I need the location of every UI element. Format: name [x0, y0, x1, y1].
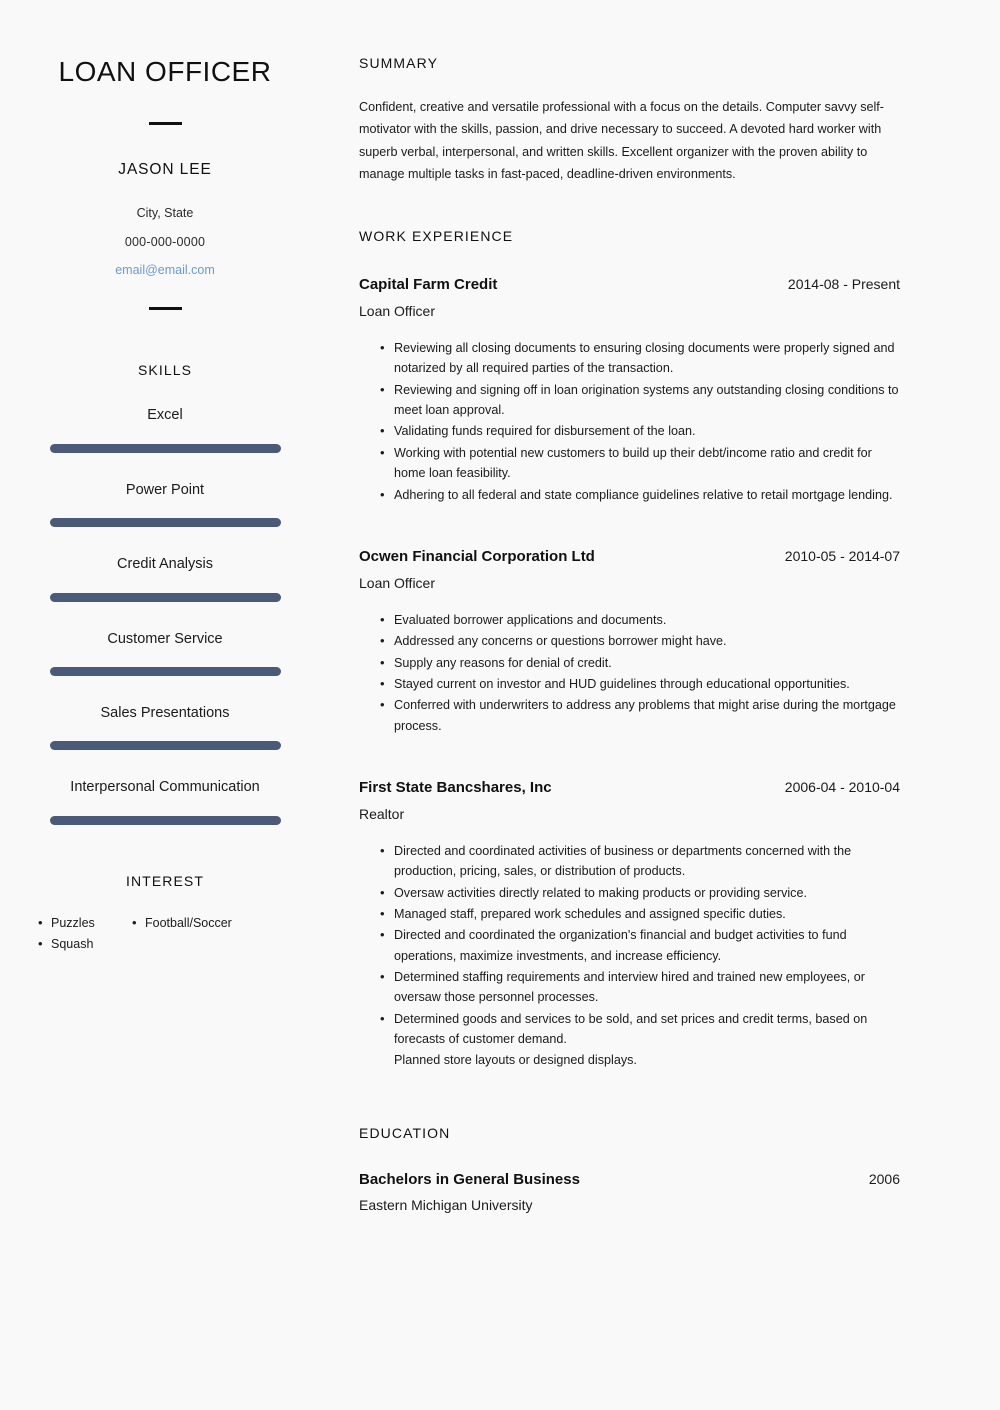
skill-label: Interpersonal Communication — [70, 779, 260, 796]
list-item: • Reviewing all closing documents to ensuring closing documents were properly signed and notarized by all required parties of the transaction. — [380, 338, 900, 379]
list-item-text: Determined goods and services to be sold, and set prices and credit terms, based on forecasts of customer demand. — [394, 1011, 868, 1047]
skill-bar-track — [50, 816, 281, 825]
job-role: Loan Officer — [359, 302, 436, 319]
list-item: • Supply any reasons for denial of credit. — [380, 653, 900, 673]
work-entry-header — [359, 275, 900, 295]
skill-label: Sales Presentations — [100, 705, 230, 722]
list-item: • Squash — [36, 937, 130, 952]
list-item: • Oversaw activities directly related to making products or providing service. — [380, 883, 900, 903]
list-item: • Directed and coordinated the organization's financial and budget activities to fund operations, maximize investments, and increase efficiency. — [380, 925, 900, 966]
responsibility-list — [359, 610, 900, 736]
skill-label: Credit Analysis — [117, 556, 213, 573]
skill-bar-fill — [50, 816, 281, 825]
contact-email-link[interactable]: email@email.com — [115, 262, 215, 277]
summary-text: Confident, creative and versatile professional with a focus on the details. Computer savvy self-motivator with the skills, passion, and drive necessary to succeed. A devoted hard worker with superb verbal, interpersonal, and written skills. Excellent organizer with the proven ability to manage multiple tasks in fast-paced, deadline-driven environments. — [359, 99, 885, 182]
list-item: • Conferred with underwriters to address any problems that might arise during the mortgage process. — [380, 695, 900, 736]
skill-item — [20, 482, 310, 527]
list-item — [380, 1009, 900, 1070]
skill-label: Customer Service — [107, 630, 223, 647]
list-item: • Evaluated borrower applications and documents. — [380, 610, 900, 630]
graduation-year: 2006 — [868, 1170, 900, 1187]
employment-dates: 2006-04 - 2010-04 — [784, 779, 900, 796]
summary-heading: SUMMARY — [359, 55, 439, 71]
education-entry — [359, 1170, 900, 1215]
skill-bar-track — [50, 667, 281, 676]
contact-location: City, State — [136, 206, 194, 221]
degree-name: Bachelors in General Business — [359, 1170, 580, 1188]
contact-phone: 000-000-0000 — [124, 234, 206, 249]
skill-bar-fill — [50, 667, 281, 676]
skill-bar-track — [50, 518, 281, 527]
candidate-name: JASON LEE — [118, 160, 212, 178]
list-item: • Addressed any concerns or questions borrower might have. — [380, 631, 900, 651]
employer-name: Capital Farm Credit — [359, 276, 498, 294]
skill-item — [20, 779, 310, 824]
title-divider — [149, 122, 182, 125]
job-role: Loan Officer — [359, 574, 436, 591]
skill-item — [20, 407, 310, 452]
work-experience-heading: WORK EXPERIENCE — [359, 228, 514, 245]
work-entry-header — [359, 547, 900, 567]
skill-bar-track — [50, 741, 281, 750]
list-item: • Puzzles — [36, 916, 130, 931]
sidebar — [0, 0, 330, 952]
list-item: • Directed and coordinated activities of business or departments concerned with the production, pricing, sales, or distribution of products. — [380, 841, 900, 882]
skill-bar-track — [50, 444, 281, 453]
responsibility-list — [359, 338, 900, 505]
job-role: Realtor — [359, 805, 405, 822]
responsibility-list — [359, 841, 900, 1070]
employment-dates: 2010-05 - 2014-07 — [784, 548, 900, 565]
work-entry — [359, 778, 900, 1070]
list-item: • Adhering to all federal and state compliance guidelines relative to retail mortgage lending. — [380, 485, 900, 505]
list-item: • Football/Soccer — [130, 916, 232, 931]
employment-dates: 2014-08 - Present — [787, 276, 900, 293]
skill-bar-fill — [50, 518, 281, 527]
skill-label: Power Point — [125, 481, 205, 498]
institution-name: Eastern Michigan University — [359, 1197, 533, 1214]
page-title: LOAN OFFICER — [58, 56, 272, 87]
main-content — [359, 0, 900, 1215]
skill-bar-fill — [50, 741, 281, 750]
work-entry — [359, 275, 900, 505]
skill-bar-track — [50, 593, 281, 602]
list-item: • Reviewing and signing off in loan origination systems any outstanding closing conditions to meet loan approval. — [380, 380, 900, 421]
list-item: • Working with potential new customers to build up their debt/income ratio and credit for home loan feasibility. — [380, 443, 900, 484]
list-item: • Determined staffing requirements and interview hired and trained new employees, or oversaw those personnel processes. — [380, 967, 900, 1008]
list-item-continuation: Planned store layouts or designed displays. — [394, 1052, 637, 1067]
interest-heading: INTEREST — [125, 872, 205, 889]
interest-list — [20, 916, 310, 952]
list-item: • Stayed current on investor and HUD guidelines through educational opportunities. — [380, 674, 900, 694]
skill-item — [20, 556, 310, 601]
skill-label: Excel — [147, 407, 183, 424]
education-entry-header — [359, 1170, 900, 1190]
list-item: • Validating funds required for disbursement of the loan. — [380, 421, 900, 441]
employer-name: First State Bancshares, Inc — [359, 779, 552, 797]
skill-bar-fill — [50, 593, 281, 602]
list-item: • Managed staff, prepared work schedules and assigned specific duties. — [380, 904, 900, 924]
employer-name: Ocwen Financial Corporation Ltd — [359, 548, 595, 566]
contact-divider — [149, 307, 182, 310]
skill-item — [20, 705, 310, 750]
work-entry — [359, 547, 900, 736]
work-entry-header — [359, 778, 900, 798]
skills-heading: SKILLS — [137, 361, 193, 378]
education-heading: EDUCATION — [359, 1125, 451, 1142]
skill-item — [20, 631, 310, 676]
skill-bar-fill — [50, 444, 281, 453]
